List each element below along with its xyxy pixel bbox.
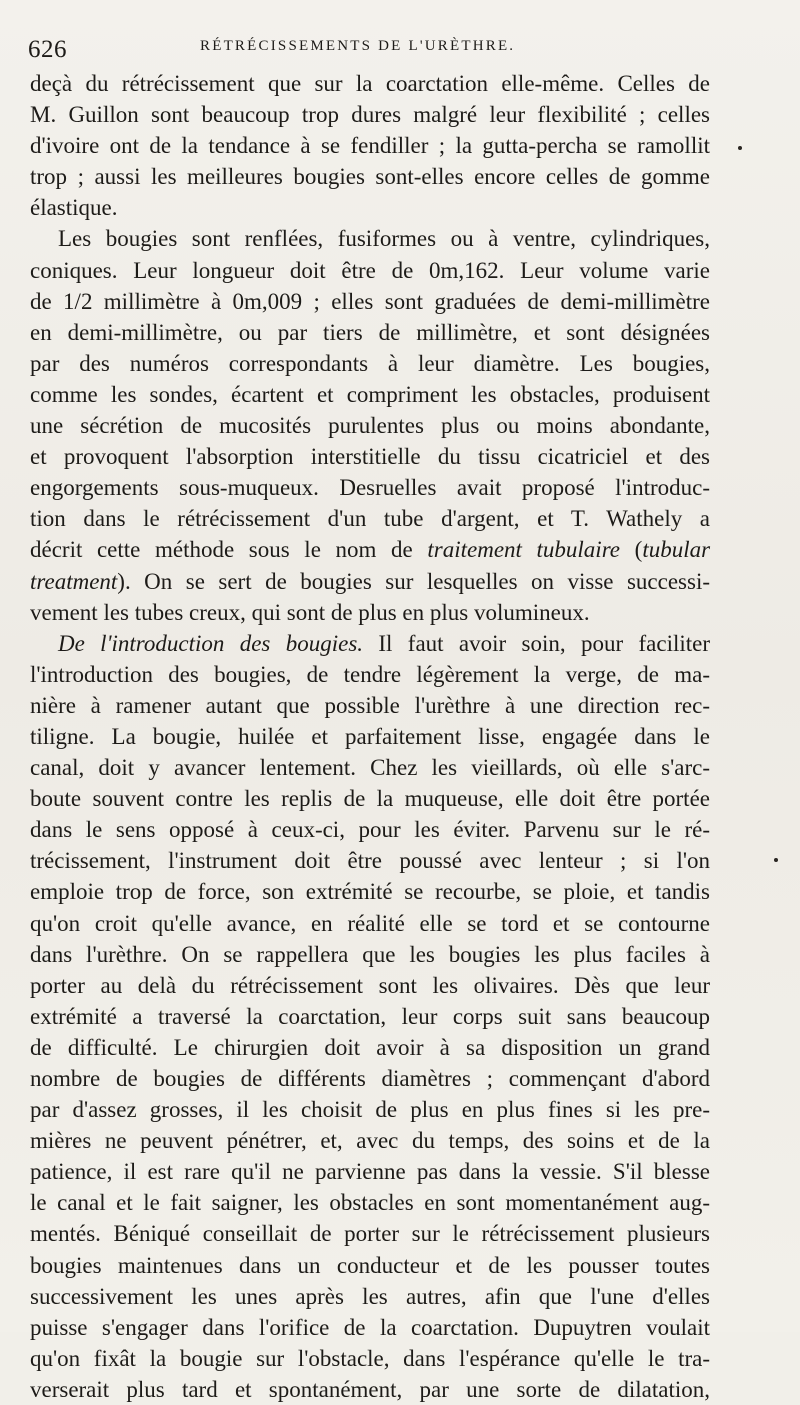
text-line: en demi-millimètre, ou par tiers de millimètre, et sont désignées — [30, 319, 710, 345]
text-line: qu'on fixât la bougie sur l'obstacle, dans l'espérance qu'elle le tra- — [30, 1345, 710, 1371]
text-line: l'introduction des bougies, de tendre légèrement la verge, de ma- — [30, 661, 710, 687]
text-line: vement les tubes creux, qui sont de plus en plus volumineux. — [30, 599, 590, 625]
text-line-mixed — [30, 534, 710, 565]
section-heading: De l'introduction des bougies. — [58, 630, 364, 656]
text-line: emploie trop de force, son extrémité se recourbe, se ploie, et tandis — [30, 879, 710, 905]
text-span: Il faut avoir soin, pour faciliter — [378, 630, 710, 656]
body-text — [30, 68, 710, 1405]
text-line: tion dans le rétrécissement d'un tube d'argent, et T. Wathely a — [30, 506, 710, 532]
text-line: porter au delà du rétrécissement sont les olivaires. Dès que leur — [30, 972, 710, 998]
text-line: dans l'urèthre. On se rappellera que les bougies les plus faciles à — [30, 941, 710, 967]
ink-speck — [738, 146, 742, 150]
text-line: trécissement, l'instrument doit être poussé avec lenteur ; si l'on — [30, 848, 710, 874]
italic-text: tubular — [642, 537, 711, 563]
italic-text: treatment — [30, 568, 118, 594]
text-line: dans le sens opposé à ceux-ci, pour les éviter. Parvenu sur le ré- — [30, 817, 710, 843]
text-line: M. Guillon sont beaucoup trop dures malgré leur flexibilité ; celles — [30, 102, 710, 128]
text-line: par d'assez grosses, il les choisit de plus en plus fines si les pre- — [30, 1097, 710, 1123]
text-line: coniques. Leur longueur doit être de 0m,162. Leur volume varie — [30, 257, 710, 283]
text-line-mixed — [30, 566, 710, 597]
text-line: élastique. — [30, 195, 118, 221]
italic-text: traitement tubulaire — [427, 537, 621, 563]
text-line: engorgements sous-muqueux. Desruelles avait proposé l'introduc- — [30, 475, 710, 501]
text-line: puisse s'engager dans l'orifice de la coarctation. Dupuytren voulait — [30, 1314, 710, 1340]
text-line: par des numéros correspondants à leur diamètre. Les bougies, — [30, 350, 710, 376]
text-line: bougies maintenues dans un conducteur et de les pousser toutes — [30, 1252, 710, 1278]
text-line: d'ivoire ont de la tendance à se fendiller ; la gutta-percha se ramollit — [30, 133, 710, 159]
text-span: ). On se sert de bougies sur lesquelles on visse successi- — [117, 568, 710, 594]
page-header — [28, 30, 780, 70]
text-line: comme les sondes, écartent et compriment les obstacles, produisent — [30, 381, 710, 407]
ink-speck — [774, 858, 778, 862]
text-line: nombre de bougies de différents diamètres ; commençant d'abord — [30, 1066, 710, 1091]
text-line: trop ; aussi les meilleures bougies sont-elles encore celles de gomme — [30, 164, 710, 190]
text-line: et provoquent l'absorption interstitielle du tissu cicatriciel et des — [30, 444, 710, 470]
text-line-mixed — [30, 628, 710, 659]
page-number: 626 — [28, 36, 67, 63]
text-line: boute souvent contre les replis de la muqueuse, elle doit être portée — [30, 786, 710, 812]
text-span: ( — [634, 537, 643, 563]
text-line: deçà du rétrécissement que sur la coarctation elle-même. Celles de — [30, 71, 710, 96]
text-line: une sécrétion de mucosités purulentes plus ou moins abondante, — [30, 413, 710, 439]
text-line: nière à ramener autant que possible l'urèthre à une direction rec- — [30, 692, 710, 718]
running-head: RÉTRÉCISSEMENTS DE L'URÈTHRE. — [200, 38, 516, 54]
text-line: successivement les unes après les autres, afin que l'une d'elles — [30, 1283, 710, 1309]
text-line: patience, il est rare qu'il ne parvienne pas dans la vessie. S'il blesse — [30, 1159, 710, 1185]
text-line: Les bougies sont renflées, fusiformes ou à ventre, cylindriques, — [58, 226, 710, 252]
text-line: qu'on croit qu'elle avance, en réalité elle se tord et se contourne — [30, 910, 710, 936]
text-span: décrit cette méthode sous le nom de — [30, 537, 413, 563]
text-line: mières ne peuvent pénétrer, et, avec du temps, des soins et de la — [30, 1128, 710, 1154]
text-line: extrémité a traversé la coarctation, leur corps suit sans beaucoup — [30, 1003, 710, 1029]
text-line: de 1/2 millimètre à 0m,009 ; elles sont graduées de demi-millimètre — [30, 288, 710, 314]
text-line: le canal et le fait saigner, les obstacles en sont momentanément aug- — [30, 1190, 710, 1216]
text-line: mentés. Béniqué conseillait de porter sur le rétrécissement plusieurs — [30, 1221, 710, 1247]
text-line: verserait plus tard et spontanément, par une sorte de dilatation, — [30, 1376, 710, 1402]
text-line: de difficulté. Le chirurgien doit avoir à sa disposition un grand — [30, 1034, 710, 1060]
text-line: canal, doit y avancer lentement. Chez les vieillards, où elle s'arc- — [30, 755, 710, 781]
text-line: tiligne. La bougie, huilée et parfaitement lisse, engagée dans le — [30, 723, 710, 749]
